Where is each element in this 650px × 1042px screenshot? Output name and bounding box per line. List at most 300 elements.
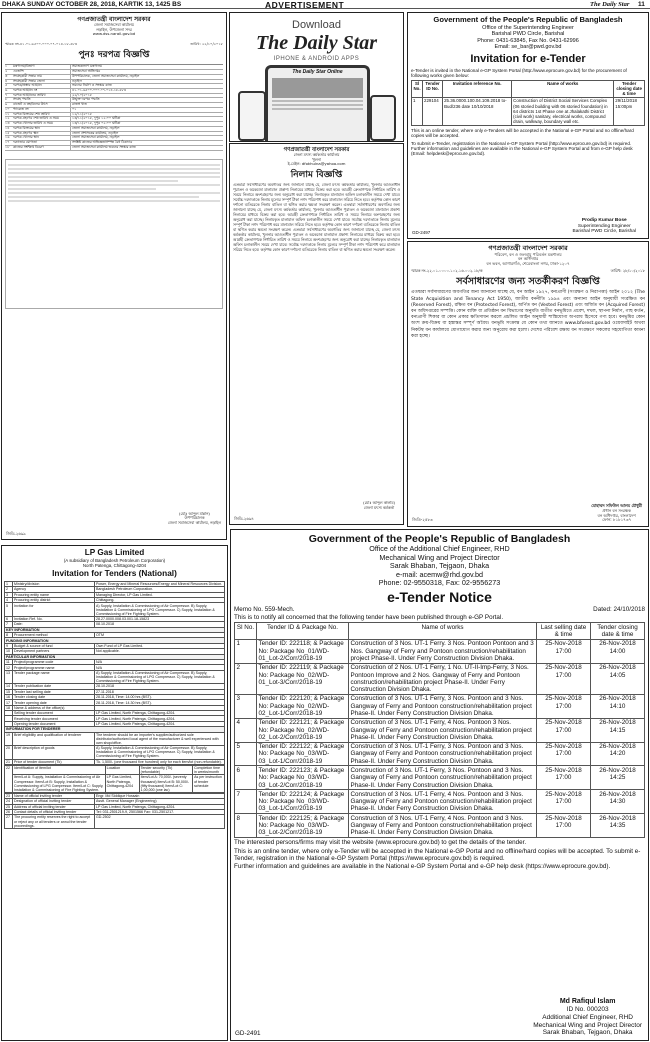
row-value: Tk. 1,500/- (one thousand five hundred) only for each item/lot (non-refundable). <box>95 759 225 764</box>
signer-name: Prodip Kumar Bose <box>581 218 627 224</box>
row-label: দরপত্র আহ্বানের তারিখ <box>13 94 71 98</box>
row-label: Name of official inviting tender <box>13 793 95 798</box>
row-number: ১৪ <box>5 125 10 130</box>
row-label: Budget & source of fund <box>13 643 95 648</box>
intro-text: e-Tender is invited in the National e-GP System Portal (http://www.eprocure.gov.bd) for the procurement of following works given below: <box>411 67 627 79</box>
office-phone: Phone: 0431-63845, Fax No. 0431-62996 <box>477 37 579 44</box>
date-label: তারিখ: <box>190 42 201 47</box>
selling-date: 25-Nov-2018 <box>545 719 582 727</box>
last-selling-cell <box>537 790 591 814</box>
row-value: রাজস্ব খাত <box>72 102 87 107</box>
row-number: ১৩ <box>5 121 10 126</box>
works-cell: Construction of 3 Nos. UT-1 Ferry, 3 Nos. Pontoon and 3 Nos. Gangway of Ferry and Pontoon construction/rehabilitation project Phase-II. Under Ferry Construction Division Dhaka. <box>349 694 537 718</box>
signer-wing: Mechanical Wing and Project Director <box>533 1021 642 1029</box>
row-label: Designation of official inviting tender <box>13 799 95 804</box>
row-number: 17 <box>5 700 13 705</box>
row-number: 20 <box>5 746 13 759</box>
closing-time: 14:05 <box>609 671 626 679</box>
gd-number: জিডি-২৬৯৪ <box>234 515 254 521</box>
closing-time: 14:00 <box>609 647 626 655</box>
office-name: Office of the Additional Chief Engineer, RHD <box>369 544 510 554</box>
row-value: ২২/১০/২০১৮ <box>72 92 92 97</box>
selling-date: 25-Nov-2018 <box>545 664 582 672</box>
serial-cell: 3 <box>235 694 257 718</box>
row-label: Opening tender document <box>13 721 95 726</box>
office-address: বন ভবন, আগারগাঁও, শেরেবাংলা নগর, ঢাকা-১২০৭ <box>486 261 570 267</box>
row-value: LP Gas Limited, North Patenga, Chittagong-4204. <box>95 711 225 716</box>
row-label: এজেন্সি <box>13 70 71 74</box>
last-selling-cell <box>537 766 591 790</box>
table-row <box>235 694 645 718</box>
last-selling-cell <box>537 814 591 838</box>
notice-heading: সর্বসাধারণের জন্য সতর্কীকরণ বিজ্ঞপ্তি <box>456 276 600 288</box>
tender-table <box>411 80 645 126</box>
row-value: GD-2502 <box>95 815 225 828</box>
selling-time: 17:00 <box>555 702 572 710</box>
memo-number: স্মারক নং-৪১.০১.৬৫০০.০০০.০৭.০১৪.১৮-৫৮৩ <box>5 42 78 47</box>
row-number: ১৭ <box>5 140 10 145</box>
gd-number: GD-2497 <box>412 229 431 235</box>
row-number: 4 <box>5 598 13 603</box>
row-number: 10 <box>5 649 13 654</box>
signer-name: (মোঃ আব্দুল মান্নান) <box>179 510 210 516</box>
company-address: North Patenga, Chittagong-4204 <box>82 562 147 568</box>
row-number: 25 <box>5 804 13 809</box>
row-value: উন্মুক্ত দরপত্র পদ্ধতি <box>72 97 100 102</box>
selling-time: 17:00 <box>555 726 572 734</box>
closing-cell <box>591 694 645 718</box>
serial-cell: 4 <box>235 718 257 742</box>
row-value: ০১ <box>72 106 77 111</box>
lot-table <box>4 765 225 793</box>
table-row <box>235 766 645 790</box>
official-info-table <box>4 793 225 829</box>
ad-download-text: Download <box>292 19 341 31</box>
selling-date: 25-Nov-2018 <box>545 814 582 822</box>
signer-office: জেলা সমাজসেবা কার্যালয়, নড়াইল <box>167 519 221 525</box>
memo-date: তারিখ: ২৮/১০/২০১৮ <box>610 267 645 273</box>
row-number: ১৮ <box>5 144 10 149</box>
row-number: 2 <box>5 587 13 592</box>
row-label: Selling tender document <box>13 711 95 716</box>
table-row <box>5 815 225 828</box>
company-name: LP Gas Limited <box>84 548 145 557</box>
office-website: www.dss.narail.gov.bd <box>92 31 136 37</box>
row-label: সংগ্রহ পদ্ধতি <box>13 98 71 102</box>
row-value: A) Supply, Installation & Commissioning of Air Compressor. B) Supply, Installation & Commissioning of LPG Compressor. C) Supply, Installation & Commissioning of Fire Fighting System. <box>95 603 225 616</box>
row-label: Tender publication date <box>13 684 95 689</box>
table-row <box>235 742 645 766</box>
row-number: ১২ <box>5 116 10 121</box>
column-header: Tender closing date & time <box>614 80 645 97</box>
row-value: 28.27.0000.008.03.001.18-15823 <box>95 616 225 621</box>
row-value: সমাজসেবা অধিদপ্তর <box>72 69 100 74</box>
signer-name: Md Rafiqul Islam <box>559 998 616 1006</box>
row-number: ৩ <box>5 73 8 78</box>
row-label: Procurement method <box>13 632 95 637</box>
closing-date: 26-Nov-2018 <box>599 719 636 727</box>
tender-id-cell: Tender ID: 222123; & Package No: Package No_03/WD-03_Lot-2/Corr/2018-19 <box>257 766 349 790</box>
row-value: LP Gas Limited, North Patenga, Chittagong-4204. <box>95 804 225 809</box>
row-value: N/A <box>95 659 225 664</box>
gd-number: GD-2491 <box>235 1029 261 1037</box>
row-value: ১৩/১১/২০১৮, দুপুর ১২:০০ ঘটিকা <box>72 116 121 121</box>
row-number: 14 <box>5 684 13 689</box>
signer-title: জেলা মৎস্য কর্মকর্তা <box>363 504 395 510</box>
lp-gas-tender-notice <box>1 545 228 1041</box>
table-row <box>235 639 645 663</box>
tender-info-row <box>5 146 223 151</box>
dateline: DHAKA SUNDAY OCTOBER 28, 2018, KARTIK 13, 1425 BS <box>2 1 182 8</box>
row-value: সংশ্লিষ্ট কাজের অভিজ্ঞতাসম্পন্ন বৈধ ঠিকাদার <box>72 140 133 145</box>
tablet-illustration <box>265 65 370 141</box>
phone-illustration-right <box>370 95 396 141</box>
last-selling-cell <box>537 742 591 766</box>
row-label: Price of tender document (Tk) <box>13 759 95 764</box>
app-download-ad <box>229 12 404 142</box>
section-title: ADVERTISEMENT <box>265 0 345 10</box>
row-label: দরপত্র গ্রহণের স্থান <box>13 132 71 136</box>
signer-office: Barishal PWD Circle, Barishal <box>572 229 636 235</box>
guideline-note: Further information and guidelines are available in the National e-GP System Portal and e-GP help desk (https://www.eprocure.gov.bd). <box>234 863 611 871</box>
row-number: 27 <box>5 815 13 828</box>
office-address: খুলনা <box>312 156 321 162</box>
tender-info-table <box>4 581 225 765</box>
auction-notice <box>229 143 404 525</box>
row-label: Name & address of the office(s) <box>13 705 95 710</box>
row-label: Development partners <box>13 649 95 654</box>
closing-cell <box>591 814 645 838</box>
row-number: 3 <box>5 592 13 597</box>
row-label: দরপত্র আহ্বান নং <box>13 89 71 93</box>
row-label: মন্ত্রণালয়/বিভাগ <box>13 65 71 69</box>
row-value: Tel: 031-2501219-9, 2501566 Fax: 031-2501217. <box>95 809 225 814</box>
closing-date: 26-Nov-2018 <box>599 640 636 648</box>
row-label: প্যাকেজ নং <box>13 108 71 112</box>
row-value: LP Gas Limited, North Patenga, Chittagong-4204. <box>95 721 225 726</box>
row-number: ১৫ <box>5 130 10 135</box>
column-header: Tender security (Tk) (refundable) <box>139 765 192 774</box>
selling-date: 25-Nov-2018 <box>545 767 582 775</box>
row-number: 16 <box>5 694 13 699</box>
office-name: জেলা মৎস্য কর্মকর্তার কার্যালয় <box>293 152 340 158</box>
closing-date: 26-Nov-2018 <box>599 664 636 672</box>
row-label: কাজের সংক্ষিপ্ত বিবরণ <box>13 146 71 150</box>
column-header: Sl No. <box>412 80 423 97</box>
row-label: Procuring entity name <box>13 592 95 597</box>
row-number: ৯ <box>5 102 8 107</box>
memo-date: Dated: 24/10/2018 <box>593 606 645 614</box>
wing-name: Mechanical Wing and Project Director <box>379 552 500 562</box>
row-number: ১ <box>5 64 8 69</box>
closing-cell <box>591 718 645 742</box>
last-selling-cell <box>537 663 591 694</box>
selling-time: 17:00 <box>555 774 572 782</box>
row-number: 22 <box>5 765 13 792</box>
intro-text: This is to notify all concerned that the following tender have been published through e-GP Portal. <box>234 613 504 621</box>
row-label: Invitation Ref. No. <box>13 616 95 621</box>
memo-number: Memo No. 559-Mech. <box>234 606 295 614</box>
row-label: Agency <box>13 587 95 592</box>
row-number: 12 <box>5 665 13 670</box>
row-label: Project/programme name <box>13 665 95 670</box>
row-value: OTM <box>95 632 225 637</box>
page-number: 11 <box>638 1 645 8</box>
row-number: ১১ <box>5 111 10 116</box>
notice-title: গণপ্রজাতন্ত্রী বাংলাদেশ সরকার <box>488 244 568 252</box>
row-number: ৬ <box>5 88 8 92</box>
notice-heading: Invitation for Tenders (National) <box>52 568 177 579</box>
memo-date: ২২/১০/২০১৮ <box>201 42 223 47</box>
online-note: This is an online tender, where only e-Tender will be accepted in the National e-GP Portal and no offline/hard copies will be accepted. To submit e-Tender, registration in the National e-GP System Portal (https://www.eprocure.gov.bd) is required. <box>234 847 641 862</box>
closing-cell <box>591 790 645 814</box>
row-value: জেলা প্রশাসকের কার্যালয়, নড়াইল <box>72 130 119 135</box>
table-row <box>5 603 225 616</box>
row-label: Address of official inviting tender <box>13 804 95 809</box>
notice-heading: পুনঃ দরপত্র বিজ্ঞপ্তি <box>78 49 150 60</box>
table-row <box>5 732 225 745</box>
tender-id-cell: Tender ID: 222125; & Package No: Package No_03/WD-03_Lot-2/Corr/2018-19 <box>257 814 349 838</box>
row-number: ৮ <box>5 97 8 102</box>
row-value: নড়াইল <box>72 78 82 83</box>
works-cell: Construction of 3 Nos. UT-1 Ferry, 4 Nos. Pontoon 3 Nos. Gangway of Ferry and Pontoon construction/rehabilitation project Phase-II. Under Ferry Construction Division Dhaka. <box>349 718 537 742</box>
company-subtitle: (A subsidiary of Bangladesh Petroleum Corporation) <box>63 557 166 563</box>
closing-cell <box>591 766 645 790</box>
closing-time: 14:30 <box>609 798 626 806</box>
table-cell: Construction of District Social Services Complex (06 storied building with 06 storied foundation) in 64 districts 1st Phase one at Jhalakathi District (civil work) sanitary, electrical works, compound drain, walkway, boundary wall etc. <box>512 98 614 126</box>
table-row <box>235 814 645 838</box>
table-cell: As per instruction of tender schedule <box>193 775 225 792</box>
selling-date: 25-Nov-2018 <box>545 640 582 648</box>
rhd-etender-notice <box>230 529 649 1041</box>
column-header: Location <box>105 765 139 774</box>
phone-illustration <box>238 91 266 141</box>
row-value: 08.10.2018 <box>95 622 225 627</box>
row-value: Own Fund of LP Gas Limited. <box>95 643 225 648</box>
row-label: Ministry/division <box>13 581 95 586</box>
section-label: INFORMATION FOR TENDERER <box>5 727 225 732</box>
row-label: দরপত্র খোলার স্থান <box>13 136 71 140</box>
row-label: Procuring entity district <box>13 598 95 603</box>
row-number: 7 <box>5 622 13 627</box>
row-label: Tender opening date <box>13 700 95 705</box>
forest-warning-notice <box>407 241 649 527</box>
row-number: 18 <box>5 705 13 710</box>
row-number: 13 <box>5 670 13 683</box>
row-label: দরপত্র/প্রস্তাব আহ্বান <box>13 84 71 88</box>
section-label: PARTICULAR INFORMATION <box>5 654 225 659</box>
registration-note: To submit e-Tender, registration in the National e-GP System Portal (http://www.eprocure.gov.bd) is required. Further information and guidelines are available in the National e-GP System Portal and from e-GP help desk (Email: helpdesk@eprocure.gov.bd). <box>411 140 633 157</box>
serial-cell: 7 <box>235 790 257 814</box>
table-cell: LP Gas Limited, North Patenga, Chittagong-4204 <box>105 775 139 792</box>
selling-time: 17:00 <box>555 822 572 830</box>
row-value: 27.11.2018 <box>95 689 225 694</box>
ministry-name: পরিবেশ, বন ও জলবায়ু পরিবর্তন মন্ত্রণালয় <box>494 251 562 257</box>
memo-number: স্মারক নং-২২.০১.০০০০.১০২.১৬.০০২.১৮/ক <box>411 267 483 273</box>
works-cell: Construction of 3 Nos. UT-1 Ferry, 4 Nos. Pontoon and 3 Nos. Gangway of Ferry and Pontoon construction/rehabilitation project Phase-II. Under Ferry Construction Division Dhaka. <box>349 790 537 814</box>
tender-id-cell: Tender ID: 222121; & Package No: Package No_02/WD-02_Lot-2/Corr/2018-19 <box>257 718 349 742</box>
row-number: 8 <box>5 632 13 637</box>
signer-name: (মোঃ আব্দুল কালাম) <box>363 500 395 506</box>
row-value: Engr. Md Siddique Hossain <box>95 793 225 798</box>
row-value: 28.10.2018 <box>95 684 225 689</box>
row-value: উপপরিচালক, জেলা সমাজসেবা কার্যালয়, নড়াইল <box>72 73 140 78</box>
signer-title: প্রধান বন সংরক্ষক <box>602 507 631 513</box>
works-cell: Construction of 3 Nos. UT-1 Ferry, 3 Nos. Pontoon and 3 Nos. Gangway of Ferry and Pontoon construction/rehabilitation project Phase-II. Under Ferry Construction Division Dhaka. <box>349 742 537 766</box>
closing-date: 26-Nov-2018 <box>599 767 636 775</box>
row-label: সংগ্রহকারী সত্তার জেলা <box>13 80 71 84</box>
row-label: Invitation for <box>13 603 95 616</box>
closing-date: 26-Nov-2018 <box>599 695 636 703</box>
row-number: 26 <box>5 809 13 814</box>
office-name: জেলা সমাজসেবা কার্যালয় <box>94 22 134 28</box>
column-header: Last selling date & time <box>537 623 591 640</box>
row-label: Project/programme code <box>13 659 95 664</box>
gd-number: জিডি-২৫৮৩ <box>412 517 433 523</box>
row-label: Tender last selling date <box>13 689 95 694</box>
works-cell: Construction of 2 Nos. UT-1 Ferry, 1 No. UT-II-Imp-Ferry, 3 Nos. Pontoon Improve and 2 Nos. Gangway of Ferry and Pontoon construction/rehabilitation project Phase-II. Under Ferry Construction Division Dhaka. <box>349 663 537 694</box>
row-value: 28.11.2018, Time: 14.00 hrs (BST). <box>95 694 225 699</box>
signer-phone: ফোন: ৮১৮১৭৩৭ <box>602 517 632 523</box>
ad-brand: The Daily Star <box>255 31 378 54</box>
row-label: Brief description of goods <box>13 746 95 759</box>
table-cell: Item/Lot A: 70,000/- (seventy thousand) Item/Lot B: 50,000/- (fifty thousand) Item/Lot C: 1,00,000 (one lac) <box>139 775 192 792</box>
selling-date: 25-Nov-2018 <box>545 790 582 798</box>
row-label: দরপত্র খোলার তারিখ ও সময় <box>13 122 71 126</box>
notice-heading: e-Tender Notice <box>387 588 492 605</box>
signer-title: Superintending Engineer <box>577 223 631 229</box>
signer-office: Sarak Bhaban, Tejgaon, Dhaka <box>542 1029 633 1037</box>
row-number: 15 <box>5 689 13 694</box>
tender-id-cell: Tender ID: 222119; & Package No: Package No_02/WD-01_Lot-3/Corr/2018-19 <box>257 663 349 694</box>
row-number: 6 <box>5 616 13 621</box>
signer-id: ID No. 000203 <box>566 1006 609 1014</box>
column-header: Name of works <box>349 623 537 640</box>
row-value: Asstt. General Manager (Engineering) <box>95 799 225 804</box>
body-text: এতদ্বারা সর্বসাধারণের অবগতির জন্য জানানো যাচ্ছে যে, বন আইন ১৯২৭, বন্যপ্রাণী (সংরক্ষণ ও নিরাপত্তা) আইন ২০১২ (The State Acquisition and Tenancy Act 1950), জাতীয় বননীতি ১৯৯৪ এবং অন্যান্য আইন অনুযায়ী সংরক্ষিত বন (Reserved Forest), রক্ষিত বন (Protected Forest), অর্পিত বন (Vested Forest) এবং অর্জিত বন (Acquired Forest) বন অধিদপ্তরের সম্পত্তি। কোন ব্যক্তি বা প্রতিষ্ঠান বন বিভাগের অনুমতি ব্যতীত বনভূমিতে প্রবেশ, দখল, স্থাপনা নির্মাণ, গাছ কর্তন, বন্যপ্রাণী শিকার বা কোন প্রকার ক্ষতিসাধন করলে প্রচলিত আইন অনুযায়ী শাস্তিযোগ্য অপরাধ হিসেবে গণ্য হবে। বনভূমির কোন অংশ ক্রয়-বিক্রয় বা হস্তান্তর সম্পূর্ণ অবৈধ। বনভূমি সংক্রান্ত যে কোন তথ্য জানতে www.bforest.gov.bd ওয়েবসাইট অথবা নিকটস্থ বন কার্যালয়ে যোগাযোগ করার জন্য অনুরোধ করা হলো। দেশের পরিবেশ রক্ষায় বন সংরক্ষণে সকলের সহযোগিতা কামনা করা হচ্ছে। <box>411 290 645 339</box>
notice-heading: Invitation for e-Tender <box>470 52 586 65</box>
table-row <box>5 759 225 764</box>
section-label: FUNDING INFORMATION <box>5 638 225 643</box>
selling-date: 25-Nov-2018 <box>545 695 582 703</box>
body-text-more: এতদ্বারা সর্বসাধারণের অবগতির জন্য জানানো যাচ্ছে যে, জেলা মৎস্য কর্মকর্তার কার্যালয়, খুলনার আওতাধীন পুরাতন ও অকেজো মালামাল প্রকাশ্য নিলামের মাধ্যমে বিক্রয় করা হবে। আগ্রহী ক্রেতাগণকে নির্ধারিত তারিখ ও সময়ে নিলামে অংশগ্রহণের জন্য অনুরোধ করা যাচ্ছে। নিলামকৃত মালামাল অফিস চলাকালীন সময়ে দেখা যাবে। সর্বোচ্চ দরদাতাকে নিলাম মূল্যের সম্পূর্ণ টাকা নগদ পরিশোধ করে মালামাল সরিয়ে নিতে হবে। কর্তৃপক্ষ কোন কারণ দর্শানো ব্যতিরেকে নিলাম বাতিল বা স্থগিত করার ক্ষমতা সংরক্ষণ করেন। <box>233 227 400 252</box>
row-number: 21 <box>5 759 13 764</box>
closing-date: 26-Nov-2018 <box>599 790 636 798</box>
serial-cell: 8 <box>235 814 257 838</box>
table-cell: 25.36.0000.100.04.109.2018 to-Bud/236 date 10/10/2018 <box>443 98 512 126</box>
row-value: LP Gas Limited, North Patenga, Chittagong-4204. <box>95 716 225 721</box>
closing-cell <box>591 639 645 663</box>
tender-table <box>234 622 645 838</box>
office-phone: Phone: 02-9550318, Fax: 02-9556273 <box>378 578 501 588</box>
row-number: ৭ <box>5 92 8 97</box>
column-header: Tender closing date & time <box>591 623 645 640</box>
signer-title: উপপরিচালক <box>184 515 205 521</box>
row-label: দরপত্র বিক্রয়ের স্থান <box>13 127 71 131</box>
column-header: Invitation reference No. <box>443 80 512 97</box>
closing-time: 14:15 <box>609 726 626 734</box>
office-address: নড়াইল, উপজেলা সদর <box>96 26 132 32</box>
table-cell: 229104 <box>423 98 443 126</box>
body-text: এতদ্বারা সর্বসাধারণের অবগতির জন্য জানানো যাচ্ছে যে, জেলা মৎস্য কর্মকর্তার কার্যালয়, খুলনার আওতাধীন পুরাতন ও অকেজো মালামাল প্রকাশ্য নিলামের মাধ্যমে বিক্রয় করা হবে। আগ্রহী ক্রেতাগণকে নির্ধারিত তারিখ ও সময়ে নিলামে অংশগ্রহণের জন্য অনুরোধ করা যাচ্ছে। নিলামকৃত মালামাল অফিস চলাকালীন সময়ে দেখা যাবে। সর্বোচ্চ দরদাতাকে নিলাম মূল্যের সম্পূর্ণ টাকা নগদ পরিশোধ করে মালামাল সরিয়ে নিতে হবে। কর্তৃপক্ষ কোন কারণ দর্শানো ব্যতিরেকে নিলাম বাতিল বা স্থগিত করার ক্ষমতা সংরক্ষণ করেন। <box>233 183 400 208</box>
table-row <box>235 663 645 694</box>
header-row <box>235 623 645 640</box>
closing-time: 14:10 <box>609 702 626 710</box>
row-value: Not applicable. <box>95 649 225 654</box>
ad-screen-title: The Daily Star Online <box>292 69 343 75</box>
notice-heading: নিলাম বিজ্ঞপ্তি <box>290 169 343 180</box>
row-value: Power, Energy and Mineral Resources/Energy and Mineral Resources Division. <box>95 581 225 586</box>
re-tender-notice <box>1 12 227 540</box>
row-number: ২ <box>5 69 8 74</box>
selling-time: 17:00 <box>555 750 572 758</box>
table-cell: 1 <box>412 98 423 126</box>
row-number: 24 <box>5 799 13 804</box>
website-note: The interested persons/firms may visit the website (www.eprocure.gov.bd) to get the details of the tender. <box>234 839 527 847</box>
works-cell: Construction of 3 Nos. UT-1 Ferry. 3 Nos. Pontoon Pontoon and 3 Nos. Gangway of Ferry and Pontoon construction/rehabilitation project Phase-II. Under Ferry Construction Division Dhaka. <box>349 639 537 663</box>
row-number: 11 <box>5 659 13 664</box>
works-cell: Construction of 3 Nos. UT-1 Ferry, 3 Nos. Pontoon and 3 Nos. Gangway of Ferry and Pontoon construction/rehabilitation project Phase-II. Under Ferry Construction Division Dhaka. <box>349 766 537 790</box>
office-address: Barishal PWD Circle, Barishal <box>491 31 565 38</box>
row-label: Tender closing date <box>13 694 95 699</box>
row-value: ৪১.০১.৬৫০০.০০০.০৭.০১৪.১৮-৫৮৩ <box>72 88 126 92</box>
signer-office: বন অধিদপ্তর, বাংলাদেশ <box>597 512 636 518</box>
table-row <box>235 718 645 742</box>
row-value: The tenderer should be an importer's supplier/authorized sole distributor/authorized local agent of the manufacturer & well experienced with own shop/office. <box>95 732 225 745</box>
table-cell: 29/11/2018 15:00pm <box>614 98 645 126</box>
row-value: Bangladesh Petroleum Corporation. <box>95 587 225 592</box>
closing-cell <box>591 663 645 694</box>
tender-id-cell: Tender ID: 222124; & Package No: Package No_03/WD-03_Lot-1/Corr/2018-19 <box>257 790 349 814</box>
row-label: দরদাতার যোগ্যতা <box>13 141 71 145</box>
office-name: বন অধিদপ্তর <box>517 256 539 262</box>
page-header <box>0 0 650 9</box>
closing-date: 26-Nov-2018 <box>599 743 636 751</box>
row-value: 28.11.2018, Time: 14.30 hrs (BST). <box>95 700 225 705</box>
row-value: N/A <box>95 665 225 670</box>
row-label: Contact details of official inviting tender <box>13 809 95 814</box>
row-value: Managing Director, LP Gas Limited. <box>95 592 225 597</box>
row-value: ১৩/১১/২০১৮, দুপুর ০২:০০ ঘটিকা <box>72 121 121 126</box>
signer-title: Additional Chief Engineer, RHD <box>542 1014 633 1022</box>
signer-name: মোহাম্মদ সফিউল আলম চৌধুরী <box>591 503 642 509</box>
row-number: 23 <box>5 793 13 798</box>
notice-title: Government of the People's Republic of Bangladesh <box>433 15 623 24</box>
office-email: e-mail: acemw@rhd.gov.bd <box>395 569 484 579</box>
table-cell: Item/Lot A: Supply, Installation & Commissioning of Air Compressor. Item/Lot B: Supply, Installation & Commissioning of LPG Compressor. Item/Lot C: Supply, Installation & Commissioning of Fire Fighting System. <box>14 775 104 792</box>
row-value: Chittagong. <box>95 598 225 603</box>
body-text-continued: এতদ্বারা সর্বসাধারণের অবগতির জন্য জানানো যাচ্ছে যে, জেলা মৎস্য কর্মকর্তার কার্যালয়, খুলনার আওতাধীন পুরাতন ও অকেজো মালামাল প্রকাশ্য নিলামের মাধ্যমে বিক্রয় করা হবে। আগ্রহী ক্রেতাগণকে নির্ধারিত তারিখ ও সময়ে নিলামে অংশগ্রহণের জন্য অনুরোধ করা যাচ্ছে। নিলামকৃত মালামাল অফিস চলাকালীন সময়ে দেখা যাবে। সর্বোচ্চ দরদাতাকে নিলাম মূল্যের সম্পূর্ণ টাকা নগদ পরিশোধ করে মালামাল সরিয়ে নিতে হবে। কর্তৃপক্ষ কোন কারণ দর্শানো ব্যতিরেকে নিলাম বাতিল বা স্থগিত করার ক্ষমতা সংরক্ষণ করেন। <box>233 203 400 232</box>
row-value: ১২/১১/২০১৮ <box>72 111 92 116</box>
tender-id-cell: Tender ID: 222120; & Package No: Package No_02/WD-02_Lot-1/Corr/2018-19 <box>257 694 349 718</box>
office-name: Office of the Superintending Engineer <box>482 24 574 31</box>
table-row <box>235 790 645 814</box>
row-value: A) Supply, Installation & Commissioning of Air Compressor. B) Supply, Installation & Commissioning of LPG Compressor. C) Supply, Installation & Commissioning of Fire Fighting System. <box>95 670 225 683</box>
row-value: জেলা সমাজসেবা কার্যালয়, নড়াইল <box>72 125 120 130</box>
row-value: জেলা সমাজসেবা কার্যালয় ভবনের সংস্কার কাজ <box>72 144 136 149</box>
online-note: This is an online tender, where only e-Tenders will be accepted in the National e-GP Portal and no offline/hard copies will be accepted. <box>411 127 634 139</box>
office-email: Email: se_bar@pwd.gov.bd <box>494 44 562 51</box>
row-label: দরপত্র গ্রহণের শেষ তারিখ ও সময় <box>13 117 71 121</box>
row-label: দরপত্র বিক্রয়ের শেষ তারিখ <box>13 113 71 117</box>
row-value: ভবনের নির্মাণ ও সংস্কার কাজ <box>72 83 112 88</box>
row-number: 9 <box>5 643 13 648</box>
selling-time: 17:00 <box>555 671 572 679</box>
selling-time: 17:00 <box>555 798 572 806</box>
office-address: Sarak Bhaban, Tejgaon, Dhaka <box>389 561 490 571</box>
row-value: A) Supply, Installation & Commissioning of Air Compressor. B) Supply, Installation & Commissioning of LPG Compressor. C) Supply, Installation & Commissioning of Fire Fighting System. <box>95 746 225 759</box>
closing-cell <box>591 742 645 766</box>
